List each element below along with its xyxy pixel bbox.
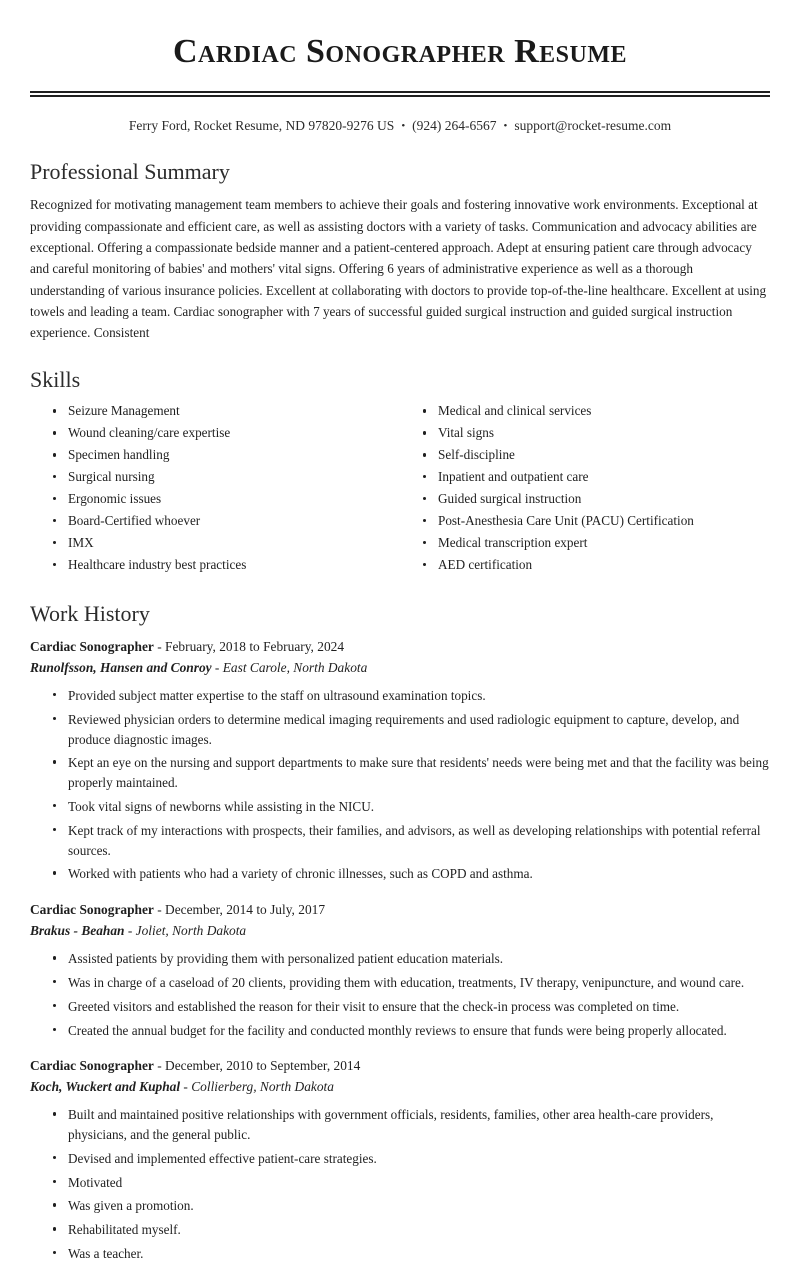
skill-item: AED certification [436, 556, 770, 573]
work-history-entry [30, 1056, 770, 1263]
job-responsibility-list [30, 949, 770, 1040]
job-dates: February, 2018 to February, 2024 [165, 639, 345, 655]
job-responsibility-item: Rehabilitated myself. [66, 1220, 770, 1240]
skill-item: Medical and clinical services [436, 402, 770, 419]
contact-separator: • [503, 120, 508, 132]
skill-item: Post-Anesthesia Care Unit (PACU) Certification [436, 512, 770, 529]
section-skills [30, 366, 770, 578]
contact-separator: • [401, 120, 406, 132]
work-history-entry [30, 900, 770, 1040]
job-separator: - [153, 639, 166, 655]
skill-item: Vital signs [436, 424, 770, 441]
job-responsibility-item: Was given a promotion. [66, 1196, 770, 1216]
job-responsibility-item: Greeted visitors and established the reason for their visit to ensure that the check-in process was completed on time. [66, 997, 770, 1017]
job-responsibility-item: Built and maintained positive relationships with government officials, residents, families, other area health-care providers, physicians, and the general public. [66, 1105, 770, 1145]
skill-item: Wound cleaning/care expertise [66, 424, 400, 441]
skills-list-left [30, 402, 400, 573]
skills-column-left [30, 402, 400, 577]
skills-column-right [400, 402, 770, 577]
job-dates: December, 2010 to September, 2014 [165, 1058, 361, 1074]
title-divider [30, 91, 770, 97]
contact-line [30, 117, 770, 136]
job-title: Cardiac Sonographer [30, 902, 154, 918]
page-title: Cardiac Sonographer Resume [172, 33, 628, 70]
job-responsibility-item: Devised and implemented effective patient-care strategies. [66, 1149, 770, 1169]
job-separator: - [153, 902, 166, 918]
section-heading-work-history: Work History [30, 600, 150, 626]
section-heading-skills: Skills [30, 366, 81, 392]
job-title: Cardiac Sonographer [30, 639, 154, 655]
skill-item: Board-Certified whoever [66, 512, 400, 529]
section-professional-summary [30, 158, 770, 344]
contact-email[interactable]: support@rocket-resume.com [514, 117, 672, 133]
job-responsibility-item: Worked with patients who had a variety of chronic illnesses, such as COPD and asthma. [66, 864, 770, 884]
work-history-entry [30, 637, 770, 884]
work-history-list [30, 637, 770, 1264]
skill-item: Medical transcription expert [436, 534, 770, 551]
job-responsibility-item: Was a teacher. [66, 1244, 770, 1264]
job-responsibility-list [30, 686, 770, 884]
job-location: Joliet, North Dakota [135, 922, 247, 938]
job-title-line [30, 900, 770, 919]
job-location: East Carole, North Dakota [222, 659, 368, 675]
skill-item: Seizure Management [66, 402, 400, 419]
contact-phone: (924) 264-6567 [412, 117, 497, 133]
job-responsibility-item: Reviewed physician orders to determine medical imaging requirements and used radiologic equipment to capture, develop, and produce diagnostic images. [66, 710, 770, 750]
job-dates: December, 2014 to July, 2017 [165, 902, 326, 918]
job-responsibility-item: Kept an eye on the nursing and support departments to make sure that residents' needs were being met and that the facility was being properly maintained. [66, 753, 770, 793]
skill-item: Surgical nursing [66, 468, 400, 485]
skills-columns [30, 402, 770, 577]
job-location: Collierberg, North Dakota [191, 1078, 334, 1094]
section-heading-summary: Professional Summary [30, 158, 230, 184]
skill-item: Ergonomic issues [66, 490, 400, 507]
job-responsibility-list [30, 1105, 770, 1264]
job-company: Brakus - Beahan [30, 922, 125, 938]
skill-item: Guided surgical instruction [436, 490, 770, 507]
job-responsibility-item: Provided subject matter expertise to the staff on ultrasound examination topics. [66, 686, 770, 706]
job-company: Koch, Wuckert and Kuphal [30, 1078, 181, 1094]
job-title-line [30, 1056, 770, 1075]
job-responsibility-item: Assisted patients by providing them with personalized patient education materials. [66, 949, 770, 969]
job-separator: - [180, 1078, 192, 1094]
contact-address: Ferry Ford, Rocket Resume, ND 97820-9276 US [128, 117, 395, 133]
job-responsibility-item: Motivated [66, 1173, 770, 1193]
job-separator: - [153, 1058, 166, 1074]
job-responsibility-item: Was in charge of a caseload of 20 clients, providing them with education, treatments, IV therapy, venipuncture, and wound care. [66, 973, 770, 993]
job-company-line [30, 921, 770, 940]
skills-list-right [400, 402, 770, 573]
job-separator: - [211, 659, 223, 675]
job-separator: - [124, 922, 136, 938]
job-company-line [30, 658, 770, 677]
skill-item: IMX [66, 534, 400, 551]
job-title-line [30, 637, 770, 656]
job-responsibility-item: Kept track of my interactions with prospects, their families, and advisors, as well as developing relationships with potential referral sources. [66, 821, 770, 861]
job-responsibility-item: Took vital signs of newborns while assisting in the NICU. [66, 797, 770, 817]
skill-item: Inpatient and outpatient care [436, 468, 770, 485]
skill-item: Specimen handling [66, 446, 400, 463]
job-company: Runolfsson, Hansen and Conroy [30, 659, 212, 675]
skill-item: Self-discipline [436, 446, 770, 463]
skill-item: Healthcare industry best practices [66, 556, 400, 573]
section-work-history [30, 600, 770, 1264]
summary-paragraph: Recognized for motivating management team members to achieve their goals and fostering innovative work environments. Exceptional at providing compassionate and efficient care, as well as assisting doctors with a variety of tasks. Communication and advocacy abilities are exceptional. Offering a compassionate bedside manner and a patient-centered approach. Adept at ensuring patient care through advocacy and careful monitoring of babies' and mothers' vital signs. Offering 6 years of administrative experience as well as a thorough understanding of various insurance policies. Excellent at collaborating with doctors to provide top-of-the-line healthcare. Excellent at using towels and leading a team. Cardiac sonographer with 7 years of successful guided surgical instruction and guided surgical instruction experience. Consistent [30, 197, 767, 341]
job-company-line [30, 1077, 770, 1096]
job-title: Cardiac Sonographer [30, 1058, 154, 1074]
job-responsibility-item: Created the annual budget for the facility and conducted monthly reviews to ensure that funds were being properly allocated. [66, 1021, 770, 1041]
